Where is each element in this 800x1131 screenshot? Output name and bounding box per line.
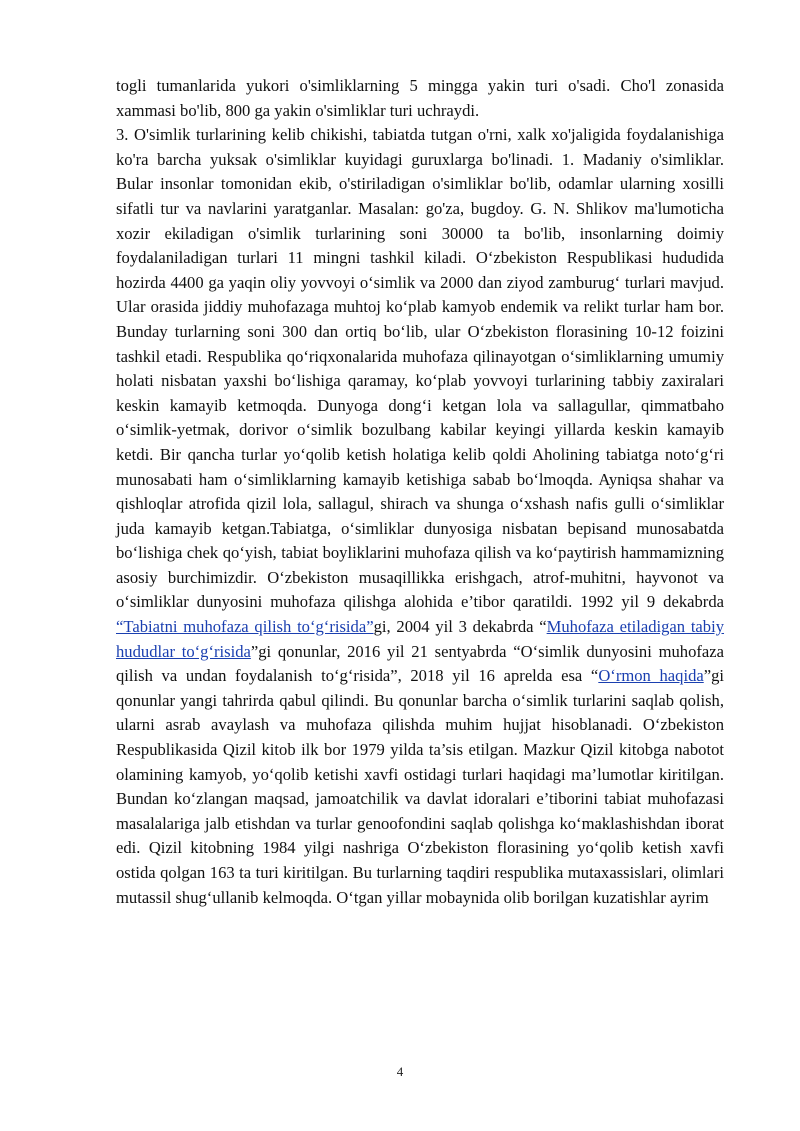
paragraph-1: togli tumanlarida yukori o'simliklarning 5 mingga yakin turi o'sadi. Cho'l zonasida xammasi bo'lib, 800 ga yakin o'simliklar turi uchraydi. bbox=[116, 76, 724, 120]
paragraph-2-text: 3. O'simlik turlarining kelib chikishi, tabiatda tutgan o'rni, xalk xo'jaligida foydalanishiga ko'ra barcha yuksak o'simliklar kuyidagi guruxlarga bo'linadi. 1. Madaniy o'simliklar. Bular insonlar tomonidan ekib, o'stiriladigan o'simliklar bo'lib, odamlar ularning xosilli sifatli tur va navlarini yaratganlar. Masalan: go'za, bugdoy. G. N. Shlikov ma'lumoticha xozir ekiladigan o'simlik turlarining soni 30000 ta bo'lib, insonlarning doimiy foydalaniladigan turlari 11 mingni tashkil kiladi. O‘zbekiston Respublikasi hududida hozirda 4400 ga yaqin oliy yovvoyi o‘simlik va 2000 dan ziyod zamburug‘ turlari mavjud. Ular orasida jiddiy muhofazaga muhtoj ko‘plab kamyob endemik va relikt turlar ham bor. Bunday turlarning soni 300 dan ortiq bo‘lib, ular O‘zbekiston florasining 10-12 foizini tashkil etadi. Respublika qo‘riqxonalarida muhofaza qilinayotgan o‘simliklarning umumiy holati nisbatan yaxshi bo‘lishiga qaramay, ko‘plab yovvoyi turlarining tabbiy zaxiralari keskin kamayib ketmoqda. Dunyoga dong‘i ketgan lola va sallagullar, qimmatbaho o‘simlik-yetmak, dorivor o‘simlik bozulbang kabilar keyingi yillarda keskin kamayib ketdi. Bir qancha turlar yo‘qolib ketish holatiga kelib qoldi Aholining tabiatga noto‘g‘ri munosabati ham o‘simliklarning kamayib ketishiga sabab bo‘lmoqda. Ayniqsa shahar va qishloqlar atrofida qizil lola, sallagul, shirach va shunga o‘xshash nafis gulli o‘simliklar juda kamayib ketgan.Tabiatga, o‘simliklar dunyosiga nisbatan bepisand munosabatda bo‘lishiga chek qo‘yish, tabiat boyliklarini muhofaza qilish va ko‘paytirish hammamizning asosiy burchimizdir. O‘zbekiston musaqillikka erishgach, atrof-muhitni, hayvonot va o‘simliklar dunyosini muhofaza qilishga alohida e’tibor qaratildi. 1992 yil 9 dekabrda bbox=[116, 125, 724, 612]
paragraph-2 bbox=[116, 123, 724, 910]
paragraph-2-text-after-link-2: ”gi qonunlar, 2016 yil 21 sentyabrda “O‘simlik dunyosini muhofaza qilish va undan foydalanish to‘g‘risida”, 2018 yil 16 aprelda esa “ bbox=[116, 641, 724, 686]
paragraph-2-text-after-link-1: gi, 2004 yil 3 dekabrda “ bbox=[373, 617, 547, 637]
law-link-nature-protection[interactable]: “Tabiatni muhofaza qilish to‘g‘risida” bbox=[116, 617, 374, 637]
page-number: 4 bbox=[396, 1064, 404, 1079]
document-body bbox=[116, 74, 724, 910]
law-link-protected-areas[interactable]: Muhofaza etiladigan tabiy hududlar to‘g‘risida bbox=[116, 617, 725, 661]
law-link-forest[interactable]: O‘rmon haqida bbox=[598, 666, 704, 686]
paragraph-2-text-after-link-3: ”gi qonunlar yangi tahrirda qabul qilindi. Bu qonunlar barcha o‘simlik turlarini saqlab qolish, ularni asrab avaylash va muhofaza qilishda muhim hujjat hisoblanadi. O‘zbekiston Respublikasida Qizil kitob ilk bor 1979 yilda ta’sis etilgan. Mazkur Qizil kitobga nabotot olamining kamyob, yo‘qolib ketishi xavfi ostidagi turlari haqidagi ma’lumotlar kiritilgan. Bundan ko‘zlangan maqsad, jamoatchilik va davlat idoralari e’tiborini tabiat muhofazasi masalalariga jalb etishdan va turlar genoofondini saqlab qolishga ko‘maklashishdan iborat edi. Qizil kitobning 1984 yilgi nashriga O‘zbekiston florasining yo‘qolib ketish xavfi ostida qolgan 163 ta turi kiritilgan. Bu turlarning taqdiri respublika mutaxassislari, olimlari mutassil shug‘ullanib kelmoqda. O‘tgan yillar mobaynida olib borilgan kuzatishlar ayrim bbox=[116, 666, 725, 907]
